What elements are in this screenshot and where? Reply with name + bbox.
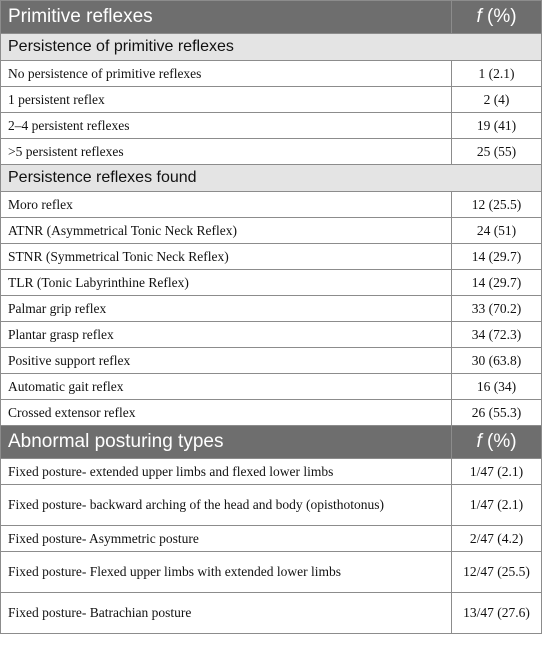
subheader-title: Persistence reflexes found bbox=[1, 165, 542, 192]
column-header-frequency bbox=[452, 1, 542, 34]
row-label: STNR (Symmetrical Tonic Neck Reflex) bbox=[1, 244, 452, 270]
row-label: No persistence of primitive reflexes bbox=[1, 61, 452, 87]
subheader-persistence bbox=[1, 34, 542, 61]
row-label: Fixed posture- Batrachian posture bbox=[1, 593, 452, 634]
row-value: 26 (55.3) bbox=[452, 400, 542, 426]
f-symbol: f bbox=[476, 6, 482, 27]
table-row bbox=[1, 593, 542, 634]
table-row bbox=[1, 113, 542, 139]
row-label: Moro reflex bbox=[1, 192, 452, 218]
row-value: 16 (34) bbox=[452, 374, 542, 400]
column-header-frequency bbox=[452, 426, 542, 459]
row-value: 1 (2.1) bbox=[452, 61, 542, 87]
row-value: 1/47 (2.1) bbox=[452, 485, 542, 526]
row-label: Automatic gait reflex bbox=[1, 374, 452, 400]
row-label: Fixed posture- Asymmetric posture bbox=[1, 526, 452, 552]
row-label: >5 persistent reflexes bbox=[1, 139, 452, 165]
row-value: 33 (70.2) bbox=[452, 296, 542, 322]
row-label: Palmar grip reflex bbox=[1, 296, 452, 322]
table-row bbox=[1, 244, 542, 270]
row-label: ATNR (Asymmetrical Tonic Neck Reflex) bbox=[1, 218, 452, 244]
table-row bbox=[1, 61, 542, 87]
row-value: 13/47 (27.6) bbox=[452, 593, 542, 634]
row-label: Fixed posture- extended upper limbs and flexed lower limbs bbox=[1, 459, 452, 485]
row-value: 25 (55) bbox=[452, 139, 542, 165]
subheader-title: Persistence of primitive reflexes bbox=[1, 34, 542, 61]
table-row bbox=[1, 270, 542, 296]
row-value: 14 (29.7) bbox=[452, 270, 542, 296]
row-label: Plantar grasp reflex bbox=[1, 322, 452, 348]
row-value: 12 (25.5) bbox=[452, 192, 542, 218]
percent-label: (%) bbox=[481, 6, 517, 27]
percent-label: (%) bbox=[481, 431, 517, 452]
table-row bbox=[1, 139, 542, 165]
table-row bbox=[1, 374, 542, 400]
row-label: 2–4 persistent reflexes bbox=[1, 113, 452, 139]
row-value: 19 (41) bbox=[452, 113, 542, 139]
row-value: 2 (4) bbox=[452, 87, 542, 113]
row-label: Crossed extensor reflex bbox=[1, 400, 452, 426]
table-row bbox=[1, 400, 542, 426]
row-value: 24 (51) bbox=[452, 218, 542, 244]
row-value: 14 (29.7) bbox=[452, 244, 542, 270]
section-title: Abnormal posturing types bbox=[1, 426, 452, 459]
table-row bbox=[1, 322, 542, 348]
section-title: Primitive reflexes bbox=[1, 1, 452, 34]
row-value: 30 (63.8) bbox=[452, 348, 542, 374]
row-value: 2/47 (4.2) bbox=[452, 526, 542, 552]
section-header-primitive bbox=[1, 1, 542, 34]
row-value: 1/47 (2.1) bbox=[452, 459, 542, 485]
row-value: 12/47 (25.5) bbox=[452, 552, 542, 593]
row-value: 34 (72.3) bbox=[452, 322, 542, 348]
row-label: TLR (Tonic Labyrinthine Reflex) bbox=[1, 270, 452, 296]
section-header-posturing bbox=[1, 426, 542, 459]
table-row bbox=[1, 218, 542, 244]
f-symbol: f bbox=[476, 431, 482, 452]
table-row bbox=[1, 296, 542, 322]
row-label: Fixed posture- Flexed upper limbs with extended lower limbs bbox=[1, 552, 452, 593]
table-row bbox=[1, 459, 542, 485]
row-label: 1 persistent reflex bbox=[1, 87, 452, 113]
row-label: Positive support reflex bbox=[1, 348, 452, 374]
subheader-found bbox=[1, 165, 542, 192]
table-row bbox=[1, 485, 542, 526]
table-row bbox=[1, 526, 542, 552]
table-row bbox=[1, 87, 542, 113]
table-row bbox=[1, 192, 542, 218]
table-row bbox=[1, 552, 542, 593]
table-row bbox=[1, 348, 542, 374]
row-label: Fixed posture- backward arching of the head and body (opisthotonus) bbox=[1, 485, 452, 526]
